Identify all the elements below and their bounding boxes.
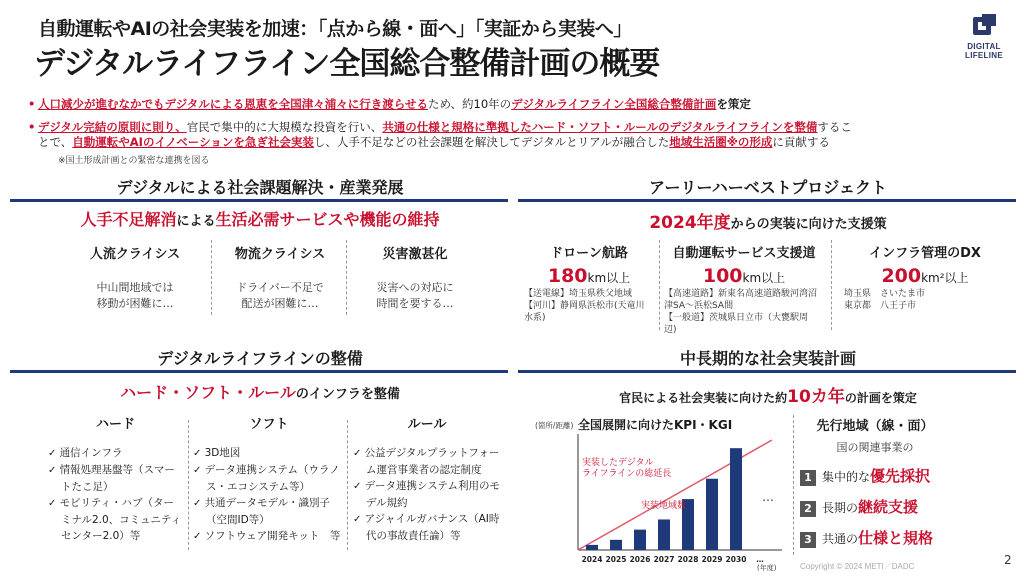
crisis-text-1: ドライバー不足で	[236, 281, 324, 294]
crisis-text-2: 配送が困難に…	[241, 297, 319, 310]
list-item: ✓ データ連携システム利用のモデル規約	[353, 478, 501, 511]
step-highlight: 優先採択	[870, 467, 931, 485]
lead-q4-a: 官民による社会実装に向けた約	[619, 391, 788, 405]
chart-bar-2029	[706, 479, 718, 550]
crisis-text-1: 災害への対応に	[376, 281, 454, 294]
project-target	[524, 265, 654, 287]
bullet-1-part3: デジタルライフライン全国総合整備計画	[511, 97, 717, 111]
bullet-1-part4: を策定	[716, 97, 751, 111]
list-item: ✓ 情報処理基盤等（スマートたこ足）	[48, 462, 183, 495]
bullet-2-part2: 官民で集中的に大規模な投資を行い、	[186, 120, 383, 134]
infra-list	[353, 445, 501, 544]
bullet-dot: •	[28, 97, 36, 111]
chart-x-tick: 2028	[677, 555, 699, 564]
project-drone-route	[524, 242, 654, 324]
bullet-2-part9: に貢献する	[772, 135, 830, 149]
crisis-title: 物流クライシス	[234, 247, 326, 262]
detail-line: 【高速道路】新東名高速道路駿河湾沼	[664, 289, 818, 299]
section-heading-early-harvest: アーリーハーベストプロジェクト	[649, 178, 887, 197]
page-number: 2	[1004, 553, 1012, 567]
project-autonomous-road	[664, 242, 824, 336]
chart-x-tick: …	[756, 555, 764, 564]
lead-q3-b: のインフラを整備	[295, 387, 400, 402]
infra-column-rule	[353, 413, 501, 544]
section-lead-q2	[518, 208, 1018, 233]
chart-ellipsis: …	[762, 490, 774, 504]
project-target-unit: km²以上	[921, 271, 969, 285]
detail-line: 辺)	[664, 325, 677, 335]
bullet-2-part3: 共通の仕様と規格に準拠したハード・ソフト・ルールのデジタルライフラインを整備	[382, 120, 818, 134]
step-number: 1	[800, 470, 816, 486]
bullet-2-part4: するこ	[817, 120, 852, 134]
detail-line: 津SA～浜松SA間	[664, 301, 734, 311]
project-target-num: 200	[881, 265, 922, 287]
lead-q3-a: ハード・ソフト・ルール	[120, 383, 296, 402]
copyright: Copyright © 2024 METI／DADC	[800, 562, 915, 571]
bullet-2	[28, 120, 988, 150]
total-length-trend-line	[578, 440, 772, 550]
chart-x-tick: 2024	[581, 555, 603, 564]
project-target-num: 100	[702, 265, 743, 287]
chart-bar-2024	[586, 545, 598, 550]
chart-annotation-regions: 実装地域数	[641, 501, 687, 511]
advance-region-sub: 国の関連事業の	[836, 441, 914, 454]
section-lead-q3	[10, 380, 510, 403]
step-pre: 共通の	[822, 532, 859, 546]
list-item: ✓ 通信インフラ	[48, 445, 183, 462]
lead-q2-a: 2024年度	[649, 213, 731, 233]
bullet-2-part7: し、人手不足などの社会課題を解決してデジタルとリアルが融合した	[313, 135, 670, 149]
project-detail	[664, 288, 824, 336]
list-item: ✓ ソフトウェア開発キット 等	[193, 528, 345, 545]
infra-title: ソフト	[249, 417, 289, 432]
bullet-2-part8: 地域生活圏※の形成	[669, 135, 773, 149]
column-divider	[793, 415, 794, 555]
column-divider	[659, 240, 660, 330]
step-number: 2	[800, 501, 816, 517]
lead-q2-b: からの実装に向けた支援策	[730, 217, 887, 232]
chart-bar-2025	[610, 540, 622, 550]
chart-x-tick: 2027	[653, 555, 675, 564]
infra-list	[193, 445, 345, 545]
step-highlight: 継続支援	[858, 498, 919, 516]
project-target	[840, 265, 1010, 287]
chart-x-unit: (年度)	[757, 564, 777, 572]
page-title: デジタルライフライン全国総合整備計画の概要	[34, 46, 660, 82]
chart-annotation-total-length	[582, 458, 671, 480]
project-target-unit: km以上	[742, 271, 786, 285]
footnote: ※国土形成計画との緊密な連携を図る	[58, 156, 210, 166]
crisis-title: 人流クライシス	[89, 247, 181, 262]
project-target-num: 180	[547, 265, 588, 287]
advance-region-title: 先行地域（線・面）	[816, 419, 934, 434]
chart-bar-2030	[730, 448, 742, 550]
list-item: ✓ モビリティ・ハブ（ターミナル2.0、コミュニティセンター2.0）等	[48, 495, 183, 544]
step-highlight: 仕様と規格	[858, 529, 934, 547]
detail-line: 【河川】静岡県浜松市(天竜川	[524, 301, 645, 311]
chart-title: 全国展開に向けたKPI・KGI	[578, 418, 733, 432]
lead-q1-a: 人手不足解消	[80, 210, 177, 229]
crisis-column-disaster	[350, 243, 480, 312]
section-divider	[518, 370, 1016, 373]
section-heading-social-issues: デジタルによる社会課題解決・産業発展	[116, 178, 404, 197]
bullet-2-part6: 自動運転やAIのイノベーションを急ぎ社会実装	[72, 135, 314, 149]
project-title: 自動運転サービス支援道	[672, 246, 816, 261]
support-step-2	[800, 496, 1015, 517]
bullet-1-part2: ため、約10年の	[427, 97, 512, 111]
section-lead-q1	[10, 207, 510, 230]
column-divider	[831, 240, 832, 330]
infra-title: ルール	[407, 417, 447, 432]
crisis-title: 災害激甚化	[382, 247, 448, 262]
project-detail	[840, 288, 1010, 312]
chart-x-tick: 2025	[605, 555, 627, 564]
project-detail	[524, 288, 654, 324]
detail-line: 水系)	[524, 313, 546, 323]
lead-q1-c: 生活必需サービスや機能の維持	[215, 210, 440, 229]
section-heading-long-term: 中長期的な社会実装計画	[679, 349, 856, 368]
column-divider	[211, 240, 212, 315]
support-step-3	[800, 527, 1015, 548]
logo-mark-icon	[970, 14, 998, 42]
chart-x-tick: 2030	[725, 555, 747, 564]
chart-bar-2026	[634, 530, 646, 550]
step-pre: 集中的な	[822, 470, 871, 484]
bullet-2-part5: とで、	[38, 135, 73, 149]
project-infra-dx	[840, 242, 1010, 312]
list-item: ✓ 3D地図	[193, 445, 345, 462]
annotation-line: 実装したデジタル	[582, 458, 654, 468]
column-divider	[188, 420, 189, 550]
bullet-dot: •	[28, 120, 36, 134]
section-divider	[10, 199, 508, 202]
crisis-text-1: 中山間地域では	[96, 281, 174, 294]
step-pre: 長期の	[822, 501, 859, 515]
list-item: ✓ 共通データモデル・識別子（空間ID等）	[193, 495, 345, 528]
digital-lifeline-logo	[952, 14, 1016, 74]
logo-text-1: DIGITAL	[967, 42, 1001, 51]
lead-q1-b: による	[176, 214, 216, 229]
annotation-line: ライフラインの総延長	[582, 469, 672, 479]
lead-q4-c: の計画を策定	[844, 391, 917, 405]
project-target	[664, 265, 824, 287]
infra-column-hard	[48, 413, 183, 544]
detail-line: 【一般道】茨城県日立市（大甕駅周	[664, 313, 809, 323]
advance-region-panel	[800, 415, 1015, 548]
bullet-1	[28, 97, 988, 112]
project-target-unit: km以上	[587, 271, 631, 285]
section-heading-lifeline: デジタルライフラインの整備	[157, 349, 363, 368]
section-divider	[10, 370, 508, 373]
chart-bar-2027	[658, 519, 670, 550]
step-number: 3	[800, 532, 816, 548]
crisis-column-logistics	[215, 243, 345, 312]
logo-text-2: LIFELINE	[965, 51, 1003, 60]
column-divider	[347, 420, 348, 550]
chart-x-tick: 2029	[701, 555, 723, 564]
detail-line: 埼玉県 さいたま市	[844, 289, 926, 299]
chart-y-unit: (箇所/距離)	[535, 421, 574, 430]
project-title: インフラ管理のDX	[869, 246, 981, 261]
infra-list	[48, 445, 183, 544]
page-subtitle: 自動運転やAIの社会実装を加速：「点から線・面へ」「実証から実装へ」	[38, 18, 632, 40]
list-item: ✓ データ連携システム（ウラノス・エコシステム等）	[193, 462, 345, 495]
section-divider	[518, 199, 1016, 202]
support-step-1	[800, 465, 1015, 486]
crisis-text-2: 移動が困難に…	[96, 297, 174, 310]
list-item: ✓ アジャイルガバナンス（AI時代の事故責任論）等	[353, 511, 501, 544]
list-item: ✓ 公益デジタルプラットフォーム運営事業者の認定制度	[353, 445, 501, 478]
bullet-2-part1: デジタル完結の原則に則り、	[38, 120, 187, 134]
detail-line: 【送電線】埼玉県秩父地域	[524, 289, 633, 299]
infra-title: ハード	[95, 417, 135, 432]
chart-x-tick: 2026	[629, 555, 651, 564]
crisis-text-2: 時間を要する…	[376, 297, 454, 310]
column-divider	[346, 240, 347, 315]
project-title: ドローン航路	[550, 246, 628, 261]
detail-line: 東京都 八王子市	[844, 301, 917, 311]
bullet-1-part1: 人口減少が進むなかでもデジタルによる恩恵を全国津々浦々に行き渡らせる	[38, 97, 428, 111]
crisis-column-people	[70, 243, 200, 312]
infra-column-soft	[193, 413, 345, 545]
section-lead-q4	[518, 382, 1018, 407]
lead-q4-b: 10カ年	[787, 387, 845, 407]
